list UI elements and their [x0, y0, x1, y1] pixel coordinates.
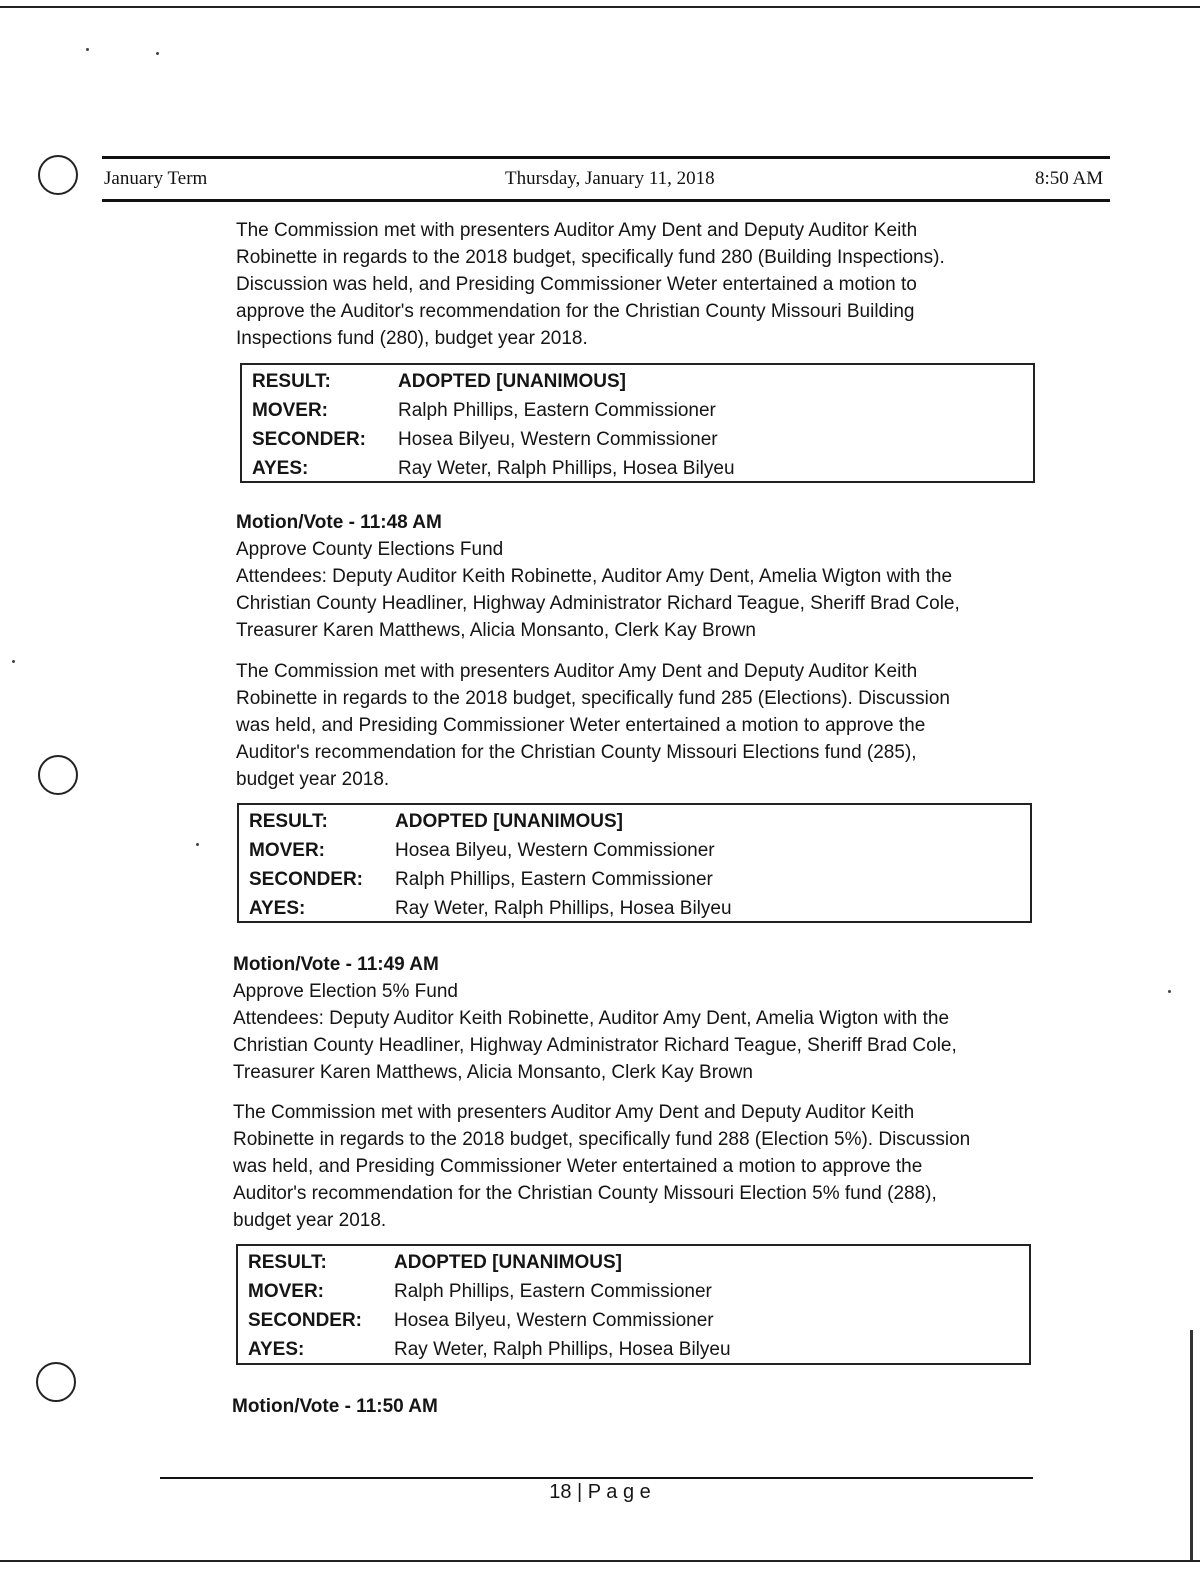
punch-hole-icon: [36, 1362, 76, 1402]
result-label: RESULT:: [249, 811, 328, 832]
text-line: Inspections fund (280), budget year 2018.: [236, 328, 588, 349]
text-line: budget year 2018.: [233, 1210, 387, 1231]
mover-label: MOVER:: [249, 840, 325, 861]
punch-hole-icon: [38, 755, 78, 795]
result-value: ADOPTED [UNANIMOUS]: [395, 811, 623, 832]
scan-speck: [12, 660, 15, 663]
header-time: 8:50 AM: [1035, 168, 1104, 189]
vote-result-box: [240, 363, 1035, 483]
result-row: [249, 807, 1020, 836]
page-number: 18 | P a g e: [549, 1481, 651, 1503]
seconder-row: [249, 865, 1020, 894]
mover-label: MOVER:: [248, 1281, 324, 1302]
motion-election-5-fund: [233, 951, 1033, 1086]
scan-speck: [86, 48, 89, 51]
seconder-label: SECONDER:: [248, 1310, 363, 1331]
seconder-value: Hosea Bilyeu, Western Commissioner: [394, 1310, 714, 1331]
text-line: Robinette in regards to the 2018 budget, specifically fund 280 (Building Inspections).: [236, 247, 945, 268]
attendees-line: Treasurer Karen Matthews, Alicia Monsanto, Clerk Kay Brown: [236, 620, 756, 641]
mover-label: MOVER:: [252, 400, 328, 421]
mover-row: [248, 1277, 1019, 1306]
text-line: Discussion was held, and Presiding Commissioner Weter entertained a motion to: [236, 274, 917, 295]
seconder-label: SECONDER:: [249, 869, 364, 890]
scan-top-border: [0, 6, 1200, 8]
attendees-line: Christian County Headliner, Highway Administrator Richard Teague, Sheriff Brad Cole,: [233, 1035, 957, 1056]
paragraph-election-5: [233, 1099, 1033, 1234]
seconder-label: SECONDER:: [252, 429, 367, 450]
attendees-line: Treasurer Karen Matthews, Alicia Monsanto, Clerk Kay Brown: [233, 1062, 753, 1083]
ayes-label: AYES:: [249, 898, 306, 919]
motion-elections-fund: [236, 509, 1036, 644]
result-row: [252, 367, 1023, 396]
ayes-row: [248, 1335, 1019, 1364]
paragraph-elections: [236, 658, 1036, 793]
text-line: Robinette in regards to the 2018 budget, specifically fund 288 (Election 5%). Discussion: [233, 1129, 971, 1150]
result-row: [248, 1248, 1019, 1277]
attendees-line: Christian County Headliner, Highway Administrator Richard Teague, Sheriff Brad Cole,: [236, 593, 960, 614]
motion-subject: Approve Election 5% Fund: [233, 981, 458, 1002]
attendees-line: Attendees: Deputy Auditor Keith Robinette, Auditor Amy Dent, Amelia Wigton with the: [236, 566, 953, 587]
motion-subject: Approve County Elections Fund: [236, 539, 504, 560]
motion-1150: [232, 1393, 1032, 1420]
footer-rule: [160, 1477, 1033, 1479]
mover-value: Ralph Phillips, Eastern Commissioner: [398, 400, 716, 421]
mover-row: [249, 836, 1020, 865]
attendees-line: Attendees: Deputy Auditor Keith Robinette, Auditor Amy Dent, Amelia Wigton with the: [233, 1008, 950, 1029]
text-line: Auditor's recommendation for the Christian County Missouri Elections fund (285),: [236, 742, 917, 763]
ayes-label: AYES:: [252, 458, 309, 479]
ayes-value: Ray Weter, Ralph Phillips, Hosea Bilyeu: [394, 1339, 731, 1360]
result-value: ADOPTED [UNANIMOUS]: [394, 1252, 622, 1273]
text-line: approve the Auditor's recommendation for the Christian County Missouri Building: [236, 301, 915, 322]
result-value: ADOPTED [UNANIMOUS]: [398, 371, 626, 392]
header-term: January Term: [104, 168, 208, 189]
scan-speck: [156, 52, 159, 55]
text-line: The Commission met with presenters Auditor Amy Dent and Deputy Auditor Keith: [236, 220, 918, 241]
ayes-row: [249, 894, 1020, 923]
vote-result-box: [236, 1244, 1031, 1365]
text-line: was held, and Presiding Commissioner Weter entertained a motion to approve the: [233, 1156, 923, 1177]
result-label: RESULT:: [252, 371, 331, 392]
seconder-row: [252, 425, 1023, 454]
header-top-rule: [102, 156, 1110, 159]
motion-title: Motion/Vote - 11:49 AM: [233, 954, 439, 975]
text-line: budget year 2018.: [236, 769, 390, 790]
scan-speck: [1168, 990, 1171, 993]
header-bottom-rule: [102, 199, 1110, 202]
mover-value: Ralph Phillips, Eastern Commissioner: [394, 1281, 712, 1302]
scan-right-edge: [1190, 1330, 1193, 1560]
seconder-row: [248, 1306, 1019, 1335]
text-line: The Commission met with presenters Auditor Amy Dent and Deputy Auditor Keith: [233, 1102, 915, 1123]
paragraph-building-inspections: [236, 217, 1036, 352]
vote-result-box: [237, 803, 1032, 923]
result-label: RESULT:: [248, 1252, 327, 1273]
scan-bottom-border: [0, 1560, 1200, 1562]
seconder-value: Hosea Bilyeu, Western Commissioner: [398, 429, 718, 450]
ayes-label: AYES:: [248, 1339, 305, 1360]
text-line: Robinette in regards to the 2018 budget, specifically fund 285 (Elections). Discussion: [236, 688, 950, 709]
header-date: Thursday, January 11, 2018: [505, 168, 715, 189]
ayes-value: Ray Weter, Ralph Phillips, Hosea Bilyeu: [395, 898, 732, 919]
motion-title: Motion/Vote - 11:50 AM: [232, 1396, 438, 1417]
text-line: was held, and Presiding Commissioner Weter entertained a motion to approve the: [236, 715, 926, 736]
text-line: Auditor's recommendation for the Christian County Missouri Election 5% fund (288),: [233, 1183, 937, 1204]
mover-value: Hosea Bilyeu, Western Commissioner: [395, 840, 715, 861]
motion-title: Motion/Vote - 11:48 AM: [236, 512, 442, 533]
scan-speck: [196, 843, 199, 846]
seconder-value: Ralph Phillips, Eastern Commissioner: [395, 869, 713, 890]
punch-hole-icon: [38, 155, 78, 195]
ayes-value: Ray Weter, Ralph Phillips, Hosea Bilyeu: [398, 458, 735, 479]
ayes-row: [252, 454, 1023, 483]
text-line: The Commission met with presenters Auditor Amy Dent and Deputy Auditor Keith: [236, 661, 918, 682]
mover-row: [252, 396, 1023, 425]
